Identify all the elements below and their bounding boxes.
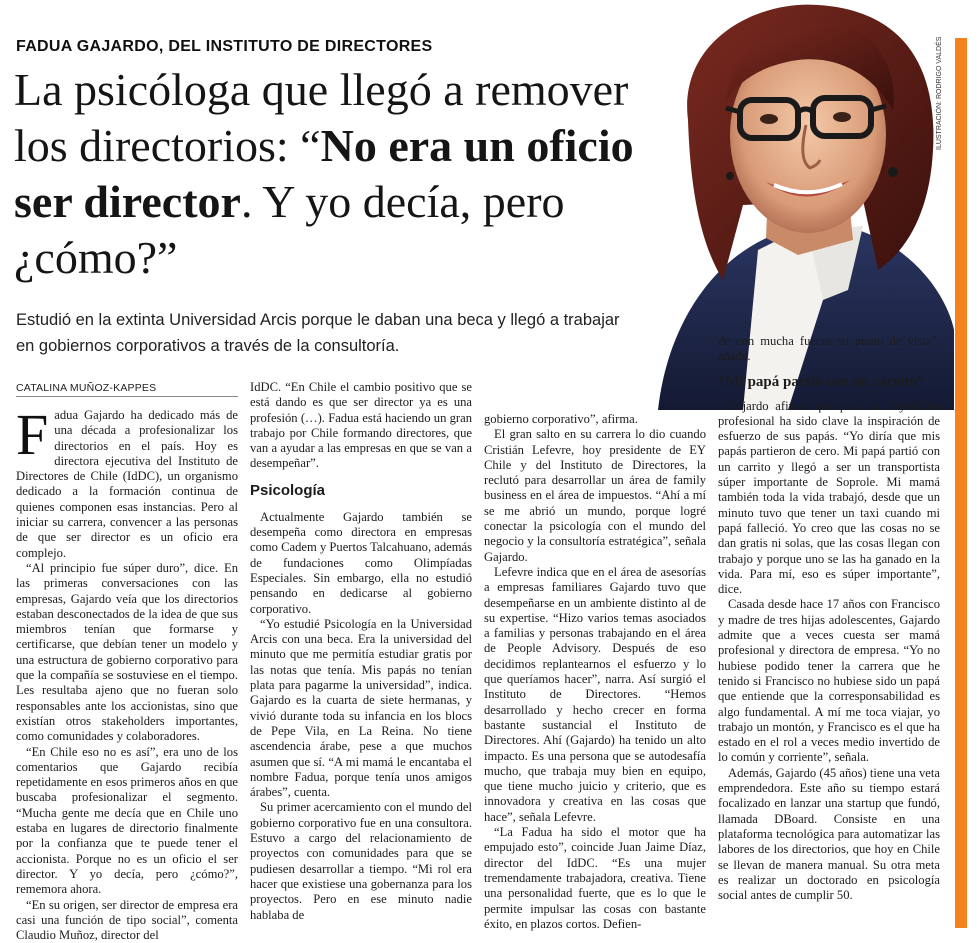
paragraph: Casada desde hace 17 años con Francisco y madre de tres hijas adolescentes, Gajardo admite que a veces cuesta ser mamá profesional y directora de empresa. “Yo no hubiese podido tener la carrera que he tenido si Francisco no hubiese sido un papá que entiende que la corresponsabilidad es algo fundamental. A mí me toca viajar, yo trabajo un montón, y Francisco es el que ha estado en el rol a veces medio invertido de lo común y corriente”, señala. [718, 597, 940, 765]
byline-rule [16, 396, 238, 397]
paragraph: Actualmente Gajardo también se desempeña como directora en empresas como Cadem y Puertos Talcahuano, además de fundaciones como Olimpíadas Especiales. Sin embargo, ella no estudió pensando en dedicarse al gobierno corporativo. [250, 509, 473, 616]
paragraph: de con mucha fuerza su punto de vista”, añade. [718, 334, 940, 364]
paragraph: Además, Gajardo (45 años) tiene una veta emprendedora. Este año su tiempo estará focalizado en lanzar una startup que fundó, llamada DBoard. Consiste en una plataforma tecnológica para automatizar las labores de los directorios, que hoy en Chile se llevan de manera manual. Su otra meta es realizar un doctorado en psicología social antes de cumplir 50. [718, 765, 940, 903]
byline: CATALINA MUÑOZ-KAPPES [16, 382, 157, 394]
article-column-1 [16, 402, 238, 943]
headline [14, 62, 664, 286]
paragraph: “En Chile eso no es así”, era uno de los comentarios que Gajardo recibía repetidamente en esos primeros años en que buscaba profesionalizar el segmento. “Mucha gente me decía que en Chile uno estaba en lugares de directorio finalmente por la confianza que te puede tener el accionista. Porque no es un oficio el ser director. Y yo decía, pero ¿cómo?”, rememora ahora. [16, 744, 238, 897]
headline-part2: . Y yo decía, pero ¿cómo?” [14, 176, 565, 283]
paragraph: Lefevre indica que en el área de asesorías a empresas familiares Gajardo tuvo que desempeñarse en un ambiente distinto al de su expertise. “Hizo varios temas asociados a familias y personas trabajando en el área de People Advisory. Después de eso decidimos replantearnos el esfuerzo y lo que queríamos hacer”, narra. Así surgió el Instituto de Directores. “Hemos desarrollado y hecho crecer en forma bastante sustancial el Instituto de Directores. Ahí (Gajardo) ha tenido un alto impacto. Es una persona que se autodesafía mucho, que trabaja muy bien en equipo, que tiene mucho juicio y criterio, que es innovadora y creativa en las cosas que hace”, señala Lefevre. [484, 564, 706, 824]
paragraph: “La Fadua ha sido el motor que ha empujado esto”, coincide Juan Jaime Díaz, director del IdDC. “Es una mujer tremendamente trabajadora, creativa. Tiene una personalidad fuerte, que es lo que le permite impulsar las cosas con bastante éxito, en plazos cortos. Defien- [484, 825, 706, 931]
paragraph: Su primer acercamiento con el mundo del gobierno corporativo fue en una consultora. Estuvo a cargo del relacionamiento de proyectos con comunidades para que se pudiesen desarrollar a tiempo. “Mi rol era hacer que existiese una gobernanza para los proyectos. Pero en ese minuto nadie hablaba de [250, 800, 472, 922]
paragraph: El gran salto en su carrera lo dio cuando Cristián Lefevre, hoy presidente de EY Chile y del Instituto de Directores, la reclutó para desarrollar un área de family business en el área de impuestos. “Ahí a mí se me abrió un mundo, porque logré conectar la psicología con el mundo del negocio y la consultoría estratégica”, señala Gajardo. [484, 427, 706, 564]
photo-credit: ILUSTRACIÓN: RODRIGO VALDÉS [936, 36, 943, 150]
dropcap: F [16, 402, 49, 467]
paragraph: gobierno corporativo”, afirma. [484, 412, 638, 426]
accent-bar [955, 38, 967, 928]
deck: Estudió en la extinta Universidad Arcis porque le daban una beca y llegó a trabajar en gobiernos corporativos a través de la consultoría. [16, 311, 620, 355]
headline-part1: La psicóloga que llegó a remover los directorios: “ [14, 64, 629, 171]
article-column-3 [484, 412, 706, 932]
paragraph: “En su origen, ser director de empresa era casi una función de tipo social”, comenta Claudio Muñoz, director del [16, 897, 238, 943]
paragraph [16, 402, 238, 561]
kicker: FADUA GAJARDO, DEL INSTITUTO DE DIRECTORES [16, 38, 433, 55]
article-column-4 [718, 334, 940, 903]
section-heading: Psicología [250, 481, 326, 499]
article-column-2 [250, 380, 472, 923]
paragraph: IdDC. “En Chile el cambio positivo que se está dando es que ser director ya es una profesión (…). Fadua está haciendo un gran trabajo por Chile formando directores, que van a ayudar a las empresas en que se van a desempeñar”. [250, 380, 472, 471]
headline-bold: No era un oficio ser director [14, 120, 634, 227]
paragraph: “Al principio fue súper duro”, dice. En las primeras conversaciones con las empresas, Gajardo veía que los directorios estaban desconectados de la idea de que sus miembros tenían que formarse y certificarse, que debían tener un modelo y una estructura de gobierno corporativo para que la compañía se sostuviese en el tiempo. Les resultaba ajeno que no fueran solo responsables ante los accionistas, sino que existían otros stakeholders importantes, como comunidades y colaboradores. [16, 560, 238, 744]
paragraph-text: adua Gajardo ha dedicado más de una década a profesionalizar los directorios en el país. Hoy es directora ejecutiva del Instituto de Directores de Chile (IdDC), un organismo dedicado a la formación continua de quienes componen esas instancias. Pero al iniciar su carrera, convencer a las personas de que ser director es un oficio era complejo. [16, 408, 238, 560]
section-heading: “Mi papá partió con un carrito” [718, 373, 925, 390]
paragraph: “Yo estudié Psicología en la Universidad Arcis con una beca. Era la universidad del minuto que me permitía estudiar gratis por las notas que tenía. Mis papás no tenían plata para pagarme la universidad”, indica. Gajardo es la cuarta de siete hermanas, y vivió durante toda su infancia en los blocs de Pepe Vila, en La Reina. No tiene ascendencia árabe, pese a que muchos asumen que sí. “A mi mamá le encantaba el nombre Fadua, porque tenía unos amigos árabes”, cuenta. [250, 616, 472, 800]
paragraph: Gajardo afirma que para su trayectoria profesional ha sido clave la inspiración de esfuerzo de sus papás. “Yo diría que mis papás partieron de cero. Mi papá partió con un carrito y llegó a ser un transportista súper importante de Soprole. Mi mamá también toda la vida trabajó, desde que un minuto tuvo que tener un taxi cuando mi papá falleció. Yo creo que las cosas no se dan gratis ni solas, que las cosas llegan con trabajo y porque uno se las ha ganado en la vida. Para mí, eso es súper importante”, dice. [718, 398, 940, 597]
